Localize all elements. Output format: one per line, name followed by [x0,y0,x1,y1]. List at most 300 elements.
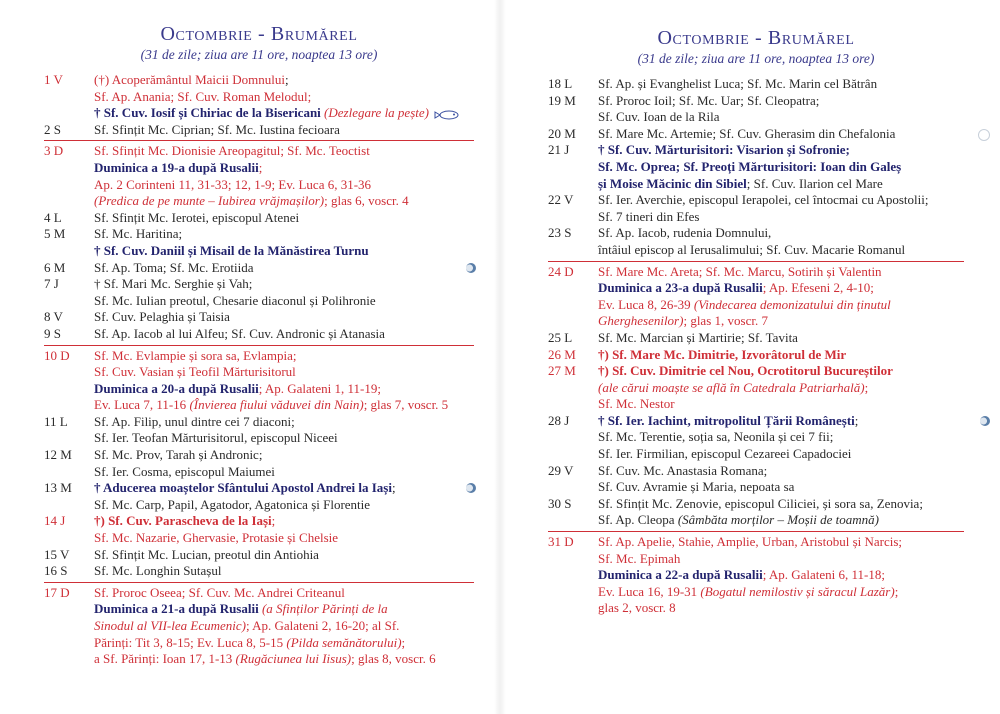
calendar-list [548,76,964,617]
feast-text [94,326,474,343]
calendar-row [44,226,474,243]
text-segment: glas 2, voscr. 8 [598,600,676,616]
text-segment: ; glas 8, voscr. 6 [351,651,436,667]
calendar-row [44,326,474,343]
calendar-row [44,89,474,106]
calendar-row [44,513,474,530]
text-segment: ; [284,72,289,87]
feast-text [94,635,474,652]
feast-text [94,601,474,618]
feast-text [598,551,964,568]
text-segment: Sf. Mc. Marcian și Martirie; Sf. Tavita [598,329,798,345]
feast-text [94,397,474,414]
feast-text [94,210,474,227]
text-segment: ; [258,159,263,175]
day-label: 16 S [44,563,68,579]
feast-text [598,109,964,126]
day-label [44,381,94,398]
calendar-row [44,582,474,602]
feast-text [598,93,964,110]
day-label [44,601,94,618]
text-segment: Părinți: Tit 3, 8-15; Ev. Luca 8, 5-15 [94,634,287,650]
text-segment: (ale cărui moaște se află în Catedrala Patriarhală) [598,379,865,395]
feast-text [94,497,474,514]
calendar-row [548,429,964,446]
feast-text [94,447,474,464]
calendar-row [44,243,474,260]
day-label [548,567,598,584]
day-label: 5 M [44,226,66,242]
left-header [44,22,474,64]
text-segment: Sf. Sfințit Mc. Lucian, preotul din Antiohia [94,546,319,562]
feast-text [598,330,964,347]
feast-text [598,264,964,281]
moon-phase-icon [466,483,476,493]
text-segment: Sf. Ap. Anania; Sf. Cuv. Roman Melodul; [94,88,312,104]
day-label [44,193,94,210]
text-segment: Ev. Luca 16, 19-31 [598,583,701,599]
text-segment: Sf. Sfințit Mc. Ciprian; Sf. Mc. Iustina fecioara [94,121,340,137]
text-segment: Sf. Ier. Firmilian, episcopul Cezareei Capadociei [598,446,852,462]
calendar-row [548,551,964,568]
day-label: 1 V [44,72,63,87]
feast-text [598,413,964,430]
day-label: 30 S [548,495,572,511]
calendar-row [548,297,964,314]
day-label [44,635,94,652]
feast-text [94,651,474,668]
calendar-row [44,497,474,514]
day-label [548,429,598,446]
month-title: Octombrie - Brumărel [657,27,855,49]
text-segment: ; Ap. Galateni 1, 11-19; [258,380,381,396]
calendar-row [44,122,474,139]
text-segment: (Învierea fiului văduvei din Nain) [189,397,364,413]
feast-text [94,563,474,580]
feast-text [598,446,964,463]
text-segment: ; Ap. Galateni 6, 11-18; [762,567,885,583]
day-label [548,584,598,601]
text-segment: (Rugăciunea lui Iisus) [235,651,352,667]
feast-text [598,159,964,176]
feast-text [598,600,964,617]
feast-text [94,309,474,326]
calendar-row [548,446,964,463]
moon-phase-icon [466,263,476,273]
calendar-row [548,380,964,397]
day-label [548,512,598,529]
calendar-row [548,261,964,281]
text-segment: Sf. Sfințit Mc. Zenovie, episcopul Ciliciei, și sora sa, Zenovia; [598,495,923,511]
moon-phase-icon [980,416,990,426]
text-segment: ; glas 6, voscr. 4 [324,193,409,209]
text-segment: ; Ap. Galateni 2, 16-20; al Sf. [245,618,400,633]
text-segment: Sf. Sfințit Mc. Dionisie Areopagitul; Sf. Mc. Teoctist [94,143,370,159]
month-subtitle: (31 de zile; ziua are 11 ore, noaptea 13 ore) [637,51,875,66]
day-label: 21 J [548,142,570,158]
day-label [44,243,94,260]
day-label [548,479,598,496]
text-segment: Sf. Ap. Iacob al lui Alfeu; Sf. Cuv. Andronic și Atanasia [94,325,385,341]
text-segment: Ev. Luca 8, 26-39 [598,296,694,312]
text-segment: ; [271,513,276,529]
text-segment: Ap. 2 Corinteni 11, 31-33; 12, 1-9; Ev. Luca 6, 31-36 [94,176,372,192]
text-segment: † Sf. Mari Mc. Serghie și Vah; [94,276,253,292]
text-segment: Sf. Ier. Cosma, episcopul Maiumei [94,463,275,479]
day-label [44,530,94,547]
text-segment: Sf. Ap. Filip, unul dintre cei 7 diaconi; [94,413,295,429]
day-label: 8 V [44,309,63,325]
feast-text [94,348,474,365]
feast-text [94,243,474,260]
month-title: Octombrie - Brumărel [160,23,358,45]
calendar-row [548,600,964,617]
text-segment: ; Sf. Cuv. Ilarion cel Mare [746,175,883,191]
day-label [548,209,598,226]
feast-text [94,122,474,139]
feast-text [94,585,474,602]
calendar-row [44,480,474,497]
calendar-row [548,93,964,110]
calendar-row [44,105,474,122]
day-label [44,160,94,177]
text-segment: Sf. Mc. Prov, Tarah și Andronic; [94,447,263,463]
text-segment: Sf. Ap. Toma; Sf. Mc. Erotiida [94,259,254,275]
feast-text [598,209,964,226]
day-label: 27 M [548,363,576,379]
calendar-row [44,309,474,326]
calendar-row [44,160,474,177]
feast-text [94,430,474,447]
calendar-row [44,651,474,668]
text-segment: Duminica a 22-a după Rusalii [598,567,763,583]
text-segment: Sf. Cuv. Vasian și Teofil Mărturisitorul [94,364,296,380]
text-segment: † Sf. Cuv. Iosif și Chiriac de la Bisericani [94,105,321,121]
day-label [44,397,94,414]
day-label: 19 M [548,92,576,108]
text-segment: Duminica a 20-a după Rusalii [94,380,259,396]
feast-text [598,242,964,259]
calendar-row [548,396,964,413]
feast-text [598,192,964,209]
calendar-row [548,313,964,330]
day-label [44,89,94,106]
text-segment: Sf. Ap. Apelie, Stahie, Amplie, Urban, Aristobul și Narcis; [598,534,903,550]
calendar-row [548,176,964,193]
day-label [44,430,94,447]
day-label [548,551,598,568]
feast-text [94,177,474,194]
feast-text [598,76,964,93]
day-label [548,313,598,330]
text-segment: ; glas 1, voscr. 7 [683,313,768,329]
calendar-row [44,364,474,381]
calendar-row [548,512,964,529]
text-segment: (Pilda semănătorului) [286,634,402,650]
text-segment: Gherghesenilor) [598,313,684,329]
feast-text [598,280,964,297]
day-label: 6 M [44,259,66,275]
calendar-row [548,567,964,584]
calendar-row [548,109,964,126]
text-segment: ; [391,480,396,496]
calendar-row [548,363,964,380]
text-segment: Sf. Mc. Evlampie și sora sa, Evlampia; [94,347,297,363]
text-segment: Sf. Cuv. Avramie și Maria, nepoata sa [598,479,795,495]
day-label [548,297,598,314]
day-label: 18 L [548,76,573,91]
calendar-row [44,177,474,194]
feast-text [94,260,474,277]
day-label [548,600,598,617]
day-label [44,497,94,514]
day-label [44,177,94,194]
calendar-row [548,584,964,601]
text-segment: †) Sf. Cuv. Parascheva de la Iași [94,513,272,529]
day-label: 26 M [548,346,576,362]
calendar-row [44,530,474,547]
day-label: 17 D [44,584,70,600]
day-label [44,464,94,481]
text-segment: Sf. Cuv. Mc. Anastasia Romana; [598,462,768,478]
feast-text [598,176,964,193]
day-label [548,396,598,413]
calendar-row [548,159,964,176]
feast-text [94,105,474,122]
text-segment: (Dezlegare la pește) [320,105,429,121]
feast-text [94,530,474,547]
day-label [548,176,598,193]
calendar-row [548,330,964,347]
feast-text [94,160,474,177]
day-label: 12 M [44,447,72,463]
calendar-row [44,563,474,580]
text-segment: Sf. Proroc Ioil; Sf. Mc. Uar; Sf. Cleopatra; [598,92,820,108]
text-segment: Duminica a 19-a după Rusalii [94,159,259,175]
text-segment: ; [894,583,899,599]
feast-text [94,513,474,530]
text-segment: și Moise Măcinic din Sibiel [598,175,747,191]
feast-text [598,347,964,364]
day-label [548,280,598,297]
text-segment: Sf. Mc. Longhin Sutașul [94,563,222,579]
day-label: 2 S [44,121,61,137]
text-segment: (Vindecarea demonizatului din ținutul [693,296,891,312]
text-segment: ; glas 7, voscr. 5 [363,397,449,413]
feast-text [598,396,964,413]
feast-text [94,143,474,160]
text-segment: Sf. Mare Mc. Artemie; Sf. Cuv. Gherasim din Chefalonia [598,125,896,141]
text-segment: Sf. Ap. și Evanghelist Luca; Sf. Mc. Marin cel Bătrân [598,76,878,91]
calendar-row [44,635,474,652]
feast-text [598,496,964,513]
feast-text [598,142,964,159]
text-segment: † Sf. Cuv. Daniil și Misail de la Mănăstirea Turnu [94,242,369,258]
fish-icon [434,109,460,119]
calendar-row [44,618,474,635]
day-label: 9 S [44,325,61,341]
text-segment: Sf. Ap. Cleopa [598,512,678,528]
text-segment: Sf. Mc. Terentie, soția sa, Neonila și cei 7 fii; [598,429,834,445]
text-segment: Sf. Ier. Averchie, episcopul Ierapolei, cel întocmai cu Apostolii; [598,192,929,208]
calendar-row [44,260,474,277]
calendar-row [548,209,964,226]
text-segment: (†) Acoperământul Maicii Domnului [94,72,285,87]
text-segment: Sf. Ier. Teofan Mărturisitorul, episcopul Niceei [94,430,338,446]
calendar-row [44,430,474,447]
text-segment: Sf. 7 tineri din Efes [598,208,700,224]
day-label [44,105,94,122]
text-segment: † Aducerea moaștelor Sfântului Apostol Andrei la Iași [94,480,392,496]
feast-text [94,193,474,210]
day-label [44,618,94,635]
feast-text [94,414,474,431]
text-segment: ; [401,634,406,650]
feast-text [598,512,964,529]
day-label: 10 D [44,347,70,363]
calendar-row [548,126,964,143]
text-segment: întâiul episcop al Ierusalimului; Sf. Cuv. Macarie Romanul [598,241,906,257]
text-segment: Ev. Luca 7, 11-16 [94,397,190,413]
feast-text [598,297,964,314]
day-label: 22 V [548,192,574,208]
text-segment: Sinodul al VII-lea Ecumenic) [94,618,246,633]
calendar-row [44,72,474,89]
month-subtitle: (31 de zile; ziua are 11 ore, noaptea 13 ore) [140,47,378,62]
moon-phase-icon [978,129,990,141]
feast-text [94,547,474,564]
feast-text [94,364,474,381]
day-label [548,109,598,126]
calendar-row [44,414,474,431]
calendar-row [548,479,964,496]
day-label: 4 L [44,209,62,225]
text-segment: Duminica a 23-a după Rusalii [598,280,763,296]
day-label: 28 J [548,412,570,428]
text-segment: Sf. Sfințit Mc. Ierotei, episcopul Atenei [94,209,300,225]
calendar-row [44,140,474,160]
text-segment: †) Sf. Mare Mc. Dimitrie, Izvorâtorul de Mir [598,346,847,362]
feast-text [94,464,474,481]
calendar-row [44,547,474,564]
feast-text [598,584,964,601]
text-segment: Sf. Mare Mc. Areta; Sf. Mc. Marcu, Sotirih și Valentin [598,263,882,279]
day-label: 13 M [44,480,72,496]
calendar-row [44,601,474,618]
day-label: 14 J [44,513,66,529]
right-header [548,26,964,68]
text-segment: Sf. Cuv. Ioan de la Rila [598,109,720,125]
feast-text [94,72,474,89]
calendar-row [548,280,964,297]
text-segment: ; Ap. Efeseni 2, 4-10; [762,280,874,296]
text-segment: Sf. Mc. Haritina; [94,226,183,242]
day-label: 24 D [548,263,574,279]
text-segment: ; [864,379,869,395]
calendar-row [44,293,474,310]
text-segment: Sf. Mc. Nestor [598,396,675,412]
text-segment: † Sf. Ier. Iachint, mitropolitul Țării Românești [598,412,855,428]
calendar-row [548,463,964,480]
day-label: 20 M [548,125,576,141]
feast-text [598,225,964,242]
day-label: 11 L [44,413,68,429]
text-segment: Duminica a 21-a după Rusalii [94,601,259,617]
calendar-row [44,193,474,210]
day-label [548,446,598,463]
day-label [548,159,598,176]
text-segment: Sf. Mc. Oprea; Sf. Preoți Mărturisitori: Ioan din Galeș [598,158,902,174]
text-segment: (Sâmbăta morților – Moșii de toamnă) [677,512,879,528]
feast-text [94,276,474,293]
feast-text [94,89,474,106]
calendar-list [44,72,474,668]
day-label: 3 D [44,143,64,159]
text-segment: Sf. Mc. Iulian preotul, Chesarie diaconul și Polihronie [94,292,376,308]
calendar-row [44,276,474,293]
feast-text [94,480,474,497]
calendar-row [548,531,964,551]
text-segment: Sf. Mc. Epimah [598,550,681,566]
feast-text [598,479,964,496]
calendar-row [44,397,474,414]
text-segment: Sf. Mc. Nazarie, Ghervasie, Protasie și Chelsie [94,530,339,546]
calendar-row [548,347,964,364]
feast-text [598,363,964,380]
day-label [44,364,94,381]
text-segment: Sf. Cuv. Pelaghia și Taisia [94,309,230,325]
feast-text [598,534,964,551]
calendar-row [548,242,964,259]
day-label [548,242,598,259]
feast-text [598,429,964,446]
feast-text [94,618,474,635]
text-segment: Sf. Ap. Iacob, rudenia Domnului, [598,225,772,241]
calendar-row [44,447,474,464]
text-segment: a Sf. Părinți: Ioan 17, 1-13 [94,651,236,667]
day-label [44,651,94,668]
day-label: 31 D [548,534,574,550]
day-label [44,293,94,310]
text-segment: Sf. Mc. Carp, Papil, Agatodor, Agatonica și Florentie [94,496,371,512]
feast-text [598,380,964,397]
text-segment: (Predica de pe munte – Iubirea vrăjmașilor) [94,193,325,209]
text-segment: † Sf. Cuv. Mărturisitori: Visarion și Sofronie; [598,142,850,158]
text-segment: †) Sf. Cuv. Dimitrie cel Nou, Ocrotitorul Bucureștilor [598,363,893,379]
calendar-row [548,225,964,242]
feast-text [598,567,964,584]
feast-text [94,226,474,243]
text-segment: ; [854,412,859,428]
calendar-row [548,413,964,430]
day-label [548,380,598,397]
calendar-row [548,192,964,209]
day-label: 25 L [548,329,573,345]
day-label: 23 S [548,225,572,241]
right-page [500,0,1000,714]
day-label: 15 V [44,546,70,562]
day-label: 29 V [548,462,574,478]
text-segment: Sf. Proroc Oseea; Sf. Cuv. Mc. Andrei Criteanul [94,584,345,600]
day-label: 7 J [44,276,59,292]
text-segment: (a Sfinților Părinți de la [258,601,388,617]
feast-text [598,126,964,143]
feast-text [94,381,474,398]
calendar-row [548,496,964,513]
calendar-row [44,210,474,227]
text-segment: (Bogatul nemilostiv și săracul Lazăr) [700,583,895,599]
feast-text [94,293,474,310]
